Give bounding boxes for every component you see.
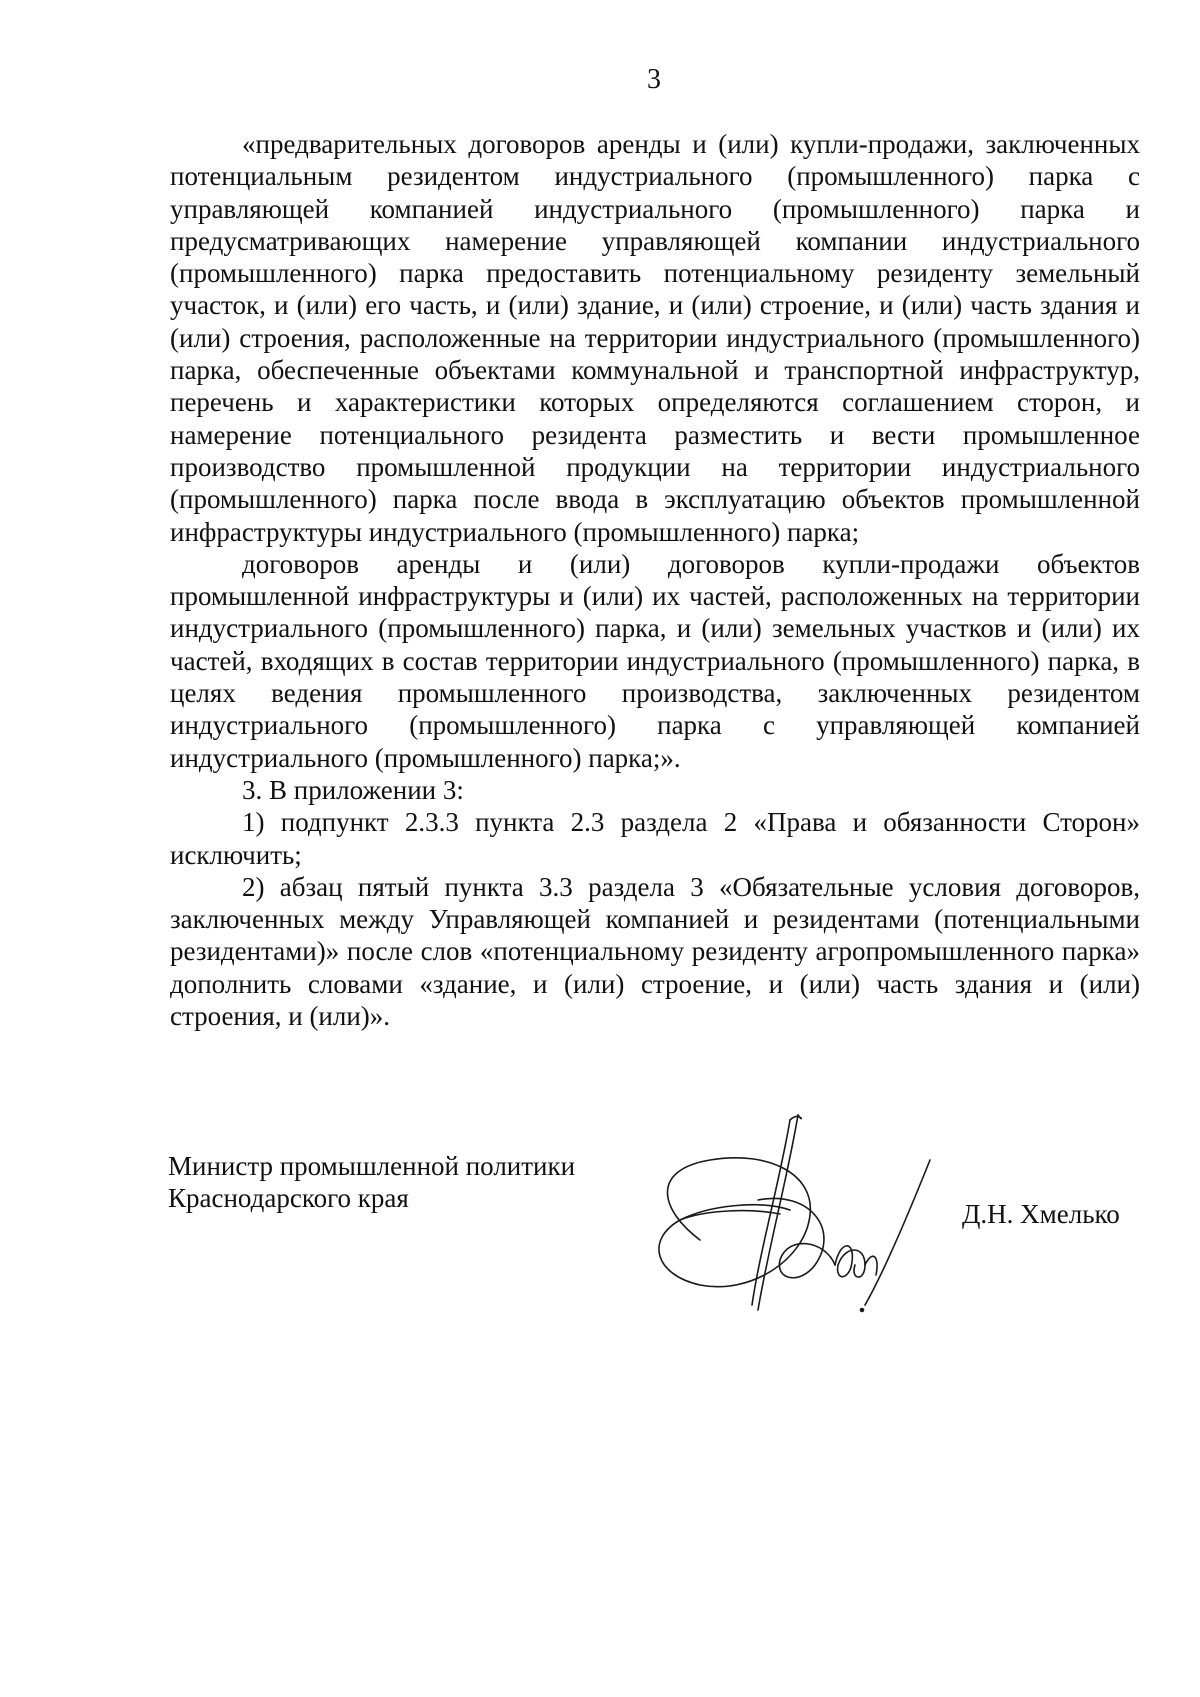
- paragraph: 3. В приложении 3:: [242, 774, 464, 805]
- document-body: [170, 128, 1140, 1032]
- signatory-name: Д.Н. Хмелько: [962, 1199, 1120, 1229]
- signatory-position: [168, 1150, 575, 1214]
- page-number: 3: [647, 64, 661, 95]
- paragraph: 1) подпункт 2.3.3 пункта 2.3 раздела 2 «Права и обязанности Сторон» исключить;: [170, 807, 1140, 870]
- signature-block: [0, 1150, 1200, 1350]
- paragraph: договоров аренды и (или) договоров купли-продажи объектов промышленной инфраструктуры и (или) их частей, расположенных на территории индустриального (промышленного) парка, и (или) земельных участков и (или) их частей, входящих в состав территории индустриального (промышленного) парка, в целях ведения промышленного производства, заключенных резидентом индустриального (промышленного) парка с управляющей компанией индустриального (промышленного) парка;».: [170, 548, 1140, 773]
- handwritten-signature-icon: [640, 1090, 960, 1350]
- paragraph: «предварительных договоров аренды и (или) купли-продажи, заключенных потенциальным резидентом индустриального (промышленного) парка с управляющей компанией индустриального (промышленного) парка и предусматривающих намерение управляющей компании индустриального (промышленного) парка предоставить потенциальному резиденту земельный участок, и (или) его часть, и (или) здание, и (или) строение, и (или) часть здания и (или) строения, расположенные на территории индустриального (промышленного) парка, обеспеченные объектами коммунальной и транспортной инфраструктур, перечень и характеристики которых определяются соглашением сторон, и намерение потенциального резидента разместить и вести промышленное производство промышленной продукции на территории индустриального (промышленного) парка после ввода в эксплуатацию объектов промышленной инфраструктуры индустриального (промышленного) парка;: [170, 129, 1140, 547]
- position-line: Краснодарского края: [168, 1183, 409, 1213]
- position-line: Министр промышленной политики: [168, 1151, 576, 1181]
- paragraph: 2) абзац пятый пункта 3.3 раздела 3 «Обязательные условия договоров, заключенных между Управляющей компанией и резидентами (потенциальными резидентами)» после слов «потенциальному резиденту агропромышленного парка» дополнить словами «здание, и (или) строение, и (или) часть здания и (или) строения, и (или)».: [170, 871, 1140, 1032]
